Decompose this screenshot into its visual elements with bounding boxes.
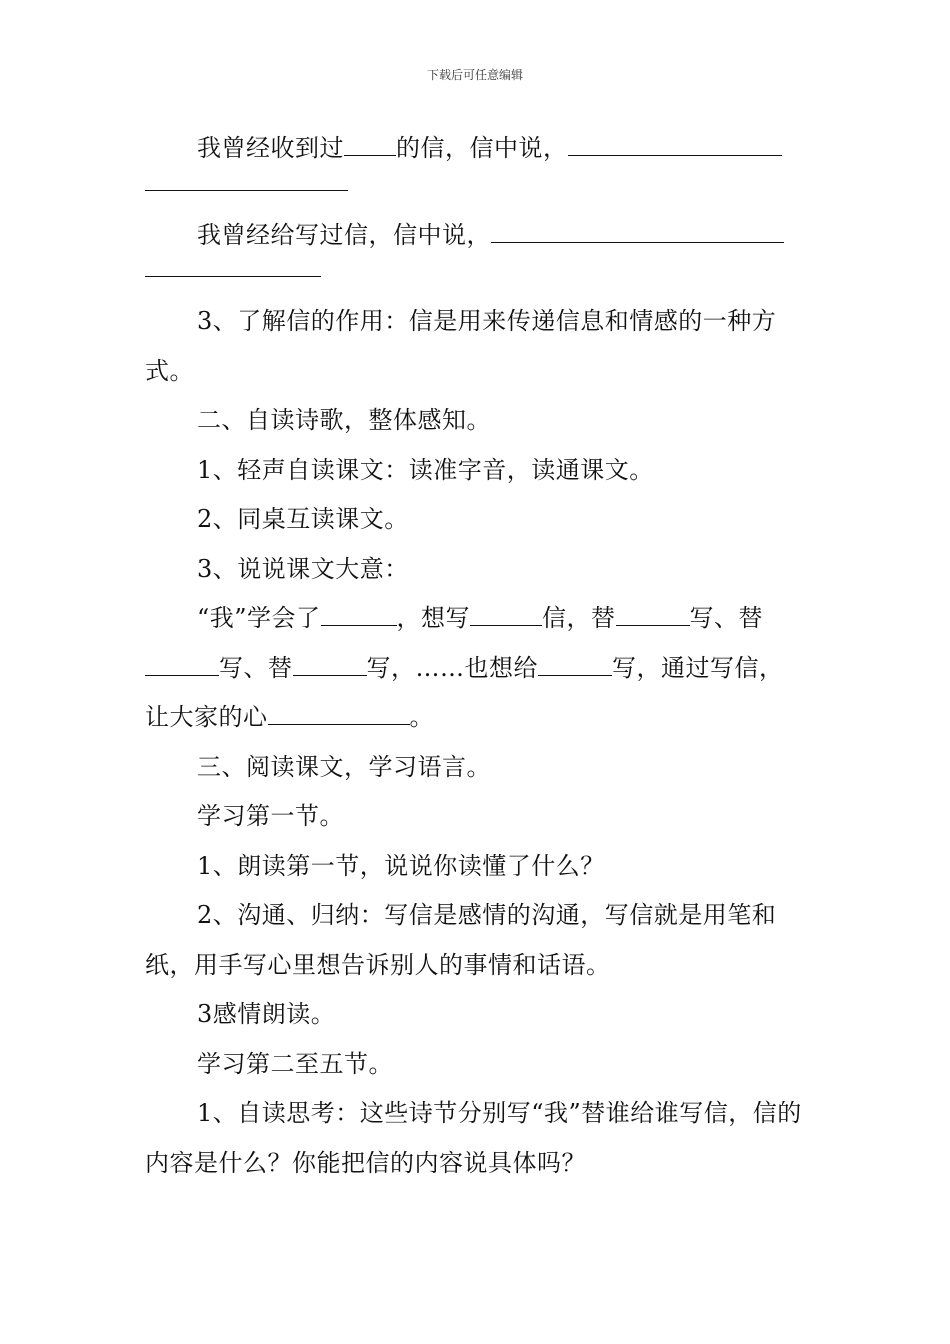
text: 写、替 bbox=[689, 604, 764, 632]
text: “我”学会了 bbox=[197, 604, 321, 632]
document-body bbox=[145, 124, 807, 1188]
paragraph-wrote-letter bbox=[145, 211, 807, 261]
list-item: 2、同桌互读课文。 bbox=[197, 505, 409, 533]
page-header: 下载后可任意编辑 bbox=[426, 68, 523, 82]
fill-blank bbox=[568, 133, 782, 156]
text: 我曾经给写过信，信中说， bbox=[197, 220, 491, 249]
section-heading-3: 三、阅读课文，学习语言。 bbox=[197, 752, 491, 781]
text: 。 bbox=[409, 703, 434, 731]
fill-blank bbox=[491, 220, 784, 243]
fill-blank bbox=[344, 133, 396, 156]
fill-blank bbox=[321, 603, 397, 626]
subheading: 学习第一节。 bbox=[197, 802, 344, 830]
fill-blank bbox=[145, 653, 219, 676]
list-item: 2、沟通、归纳：写信是感情的沟通，写信就是用笔和纸，用手写心里想告诉别人的事情和话语。 bbox=[145, 901, 777, 979]
subheading: 学习第二至五节。 bbox=[197, 1049, 393, 1078]
text: ，想写 bbox=[396, 604, 471, 632]
fill-blank-line bbox=[145, 260, 321, 277]
paragraph-summary-blanks bbox=[145, 594, 807, 743]
paragraph-letter-purpose: 3、了解信的作用：信是用来传递信息和情感的一种方式。 bbox=[145, 307, 777, 385]
text: 的信，信中说， bbox=[396, 134, 568, 162]
fill-blank bbox=[268, 702, 410, 725]
text: 我曾经收到过 bbox=[197, 134, 344, 162]
section-heading-2: 二、自读诗歌，整体感知。 bbox=[197, 406, 491, 434]
fill-blank bbox=[616, 603, 690, 626]
paragraph-received-letter bbox=[145, 124, 807, 174]
fill-blank bbox=[470, 603, 542, 626]
text: 写，……也想给 bbox=[366, 653, 538, 682]
fill-blank bbox=[538, 653, 612, 676]
text: 写，通过写信，让大家的心 bbox=[145, 653, 784, 731]
list-item: 1、轻声自读课文：读准字音，读通课文。 bbox=[197, 455, 654, 484]
text: 信，替 bbox=[542, 604, 616, 632]
list-item: 3感情朗读。 bbox=[197, 1000, 336, 1028]
list-item: 1、自读思考：这些诗节分别写“我”替谁给谁写信，信的内容是什么？你能把信的内容说具体吗？ bbox=[145, 1099, 802, 1177]
fill-blank bbox=[293, 653, 367, 676]
text: 写、替 bbox=[219, 653, 293, 682]
fill-blank-line bbox=[145, 174, 348, 191]
list-item: 3、说说课文大意： bbox=[197, 554, 409, 583]
list-item: 1、朗读第一节，说说你读懂了什么？ bbox=[197, 851, 605, 880]
